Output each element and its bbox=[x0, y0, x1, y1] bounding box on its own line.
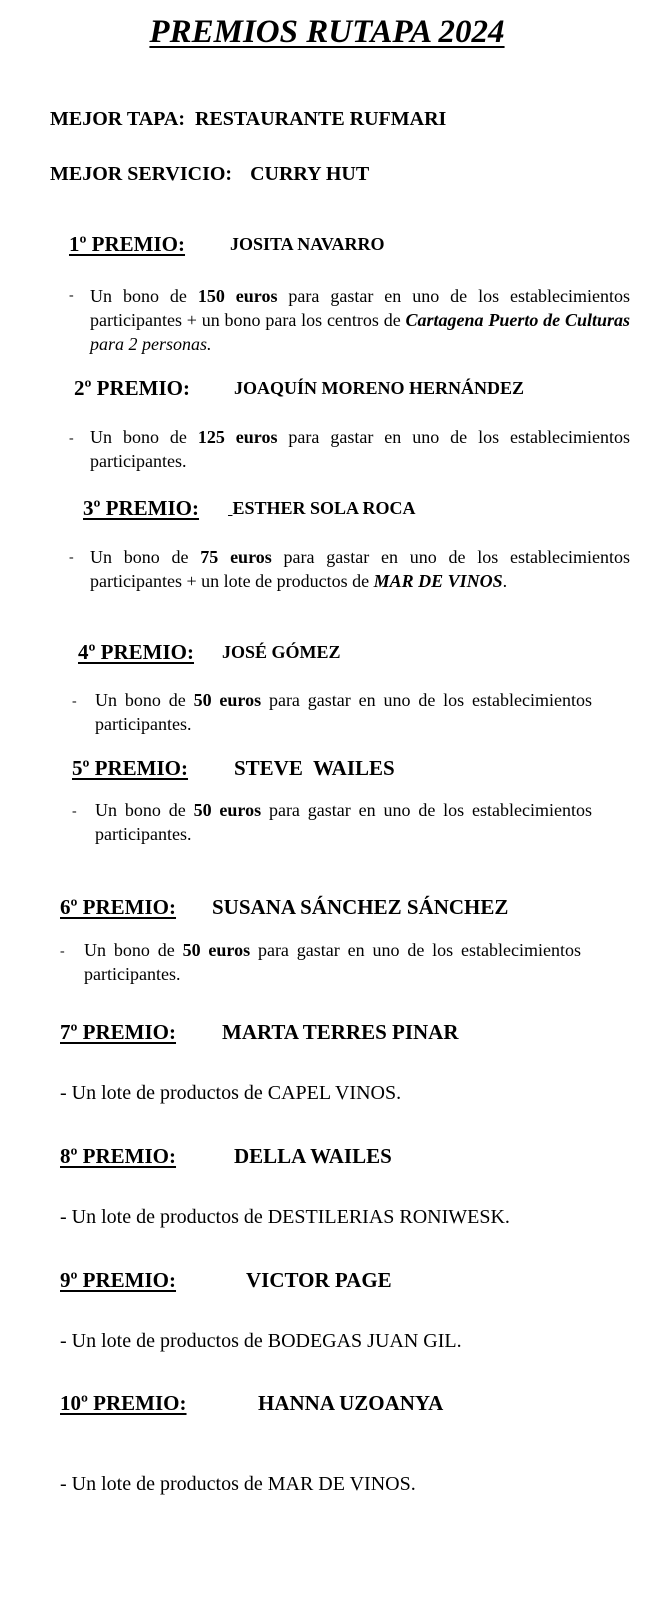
bullet-dash: - bbox=[69, 288, 74, 303]
prize-1-winner: JOSITA NAVARRO bbox=[230, 234, 385, 254]
bullet-dash: - bbox=[69, 431, 74, 446]
prize-5-winner: STEVE WAILES bbox=[234, 756, 395, 780]
prize-8-description: - Un lote de productos de DESTILERIAS RONIWESK. bbox=[60, 1206, 510, 1228]
bullet-dash: - bbox=[60, 944, 65, 959]
prize-label: 3º PREMIO: bbox=[83, 496, 200, 520]
award-value: RESTAURANTE RUFMARI bbox=[195, 108, 447, 130]
award-best-service bbox=[50, 163, 369, 186]
prize-4-winner: JOSÉ GÓMEZ bbox=[222, 642, 341, 662]
prize-10-heading bbox=[60, 1391, 187, 1416]
prize-2-heading bbox=[74, 376, 190, 401]
bullet-dash: - bbox=[72, 804, 77, 819]
award-label: MEJOR SERVICIO: bbox=[50, 163, 233, 185]
prize-1-heading bbox=[69, 232, 185, 257]
prize-4-description: Un bono de 50 euros para gastar en uno de los establecimientos participantes. bbox=[95, 690, 592, 734]
prize-7-heading bbox=[60, 1020, 176, 1045]
page-title: PREMIOS RUTAPA 2024 bbox=[149, 14, 505, 50]
prize-8-winner: DELLA WAILES bbox=[234, 1144, 392, 1168]
prize-3-winner: ESTHER SOLA ROCA bbox=[232, 498, 416, 518]
prize-label: 4º PREMIO: bbox=[78, 640, 195, 664]
prize-8-heading bbox=[60, 1144, 176, 1169]
prize-label: 7º PREMIO: bbox=[60, 1020, 177, 1044]
prize-label: 8º PREMIO: bbox=[60, 1144, 177, 1168]
prize-6-winner: SUSANA SÁNCHEZ SÁNCHEZ bbox=[212, 895, 509, 919]
prize-5-description: Un bono de 50 euros para gastar en uno de los establecimientos participantes. bbox=[95, 800, 592, 844]
prize-10-winner: HANNA UZOANYA bbox=[258, 1391, 444, 1415]
prize-3-heading bbox=[83, 496, 199, 521]
prize-label: 5º PREMIO: bbox=[72, 756, 189, 780]
award-value: CURRY HUT bbox=[250, 163, 370, 185]
prize-9-winner: VICTOR PAGE bbox=[246, 1268, 392, 1292]
bullet-dash: - bbox=[72, 694, 77, 709]
prize-2-description: Un bono de 125 euros para gastar en uno de los establecimientos participantes. bbox=[90, 427, 630, 471]
prize-label: 6º PREMIO: bbox=[60, 895, 177, 919]
prize-6-heading bbox=[60, 895, 176, 920]
prize-3-description: Un bono de 75 euros para gastar en uno de los establecimientos participantes + un lote de productos de MAR DE VINOS. bbox=[90, 547, 630, 591]
prize-4-heading bbox=[78, 640, 194, 665]
prize-9-description: - Un lote de productos de BODEGAS JUAN GIL. bbox=[60, 1330, 462, 1352]
prize-6-description: Un bono de 50 euros para gastar en uno de los establecimientos participantes. bbox=[84, 940, 581, 984]
bullet-dash: - bbox=[69, 550, 74, 565]
prize-1-description: Un bono de 150 euros para gastar en uno de los establecimientos participantes + un bono para los centros de Cartagena Puerto de Culturas para 2 personas. bbox=[90, 286, 630, 354]
prize-5-heading bbox=[72, 756, 188, 781]
prize-label: 10º PREMIO: bbox=[60, 1391, 187, 1415]
prize-10-description: - Un lote de productos de MAR DE VINOS. bbox=[60, 1473, 416, 1495]
prize-9-heading bbox=[60, 1268, 176, 1293]
prize-7-winner: MARTA TERRES PINAR bbox=[222, 1020, 459, 1044]
prize-label: 9º PREMIO: bbox=[60, 1268, 177, 1292]
prize-2-winner: JOAQUÍN MORENO HERNÁNDEZ bbox=[234, 378, 525, 398]
prize-label: 1º PREMIO: bbox=[69, 232, 186, 256]
prize-7-description: - Un lote de productos de CAPEL VINOS. bbox=[60, 1082, 402, 1104]
award-best-tapa bbox=[50, 108, 446, 131]
prize-label: 2º PREMIO: bbox=[74, 376, 191, 400]
award-label: MEJOR TAPA: bbox=[50, 108, 185, 130]
